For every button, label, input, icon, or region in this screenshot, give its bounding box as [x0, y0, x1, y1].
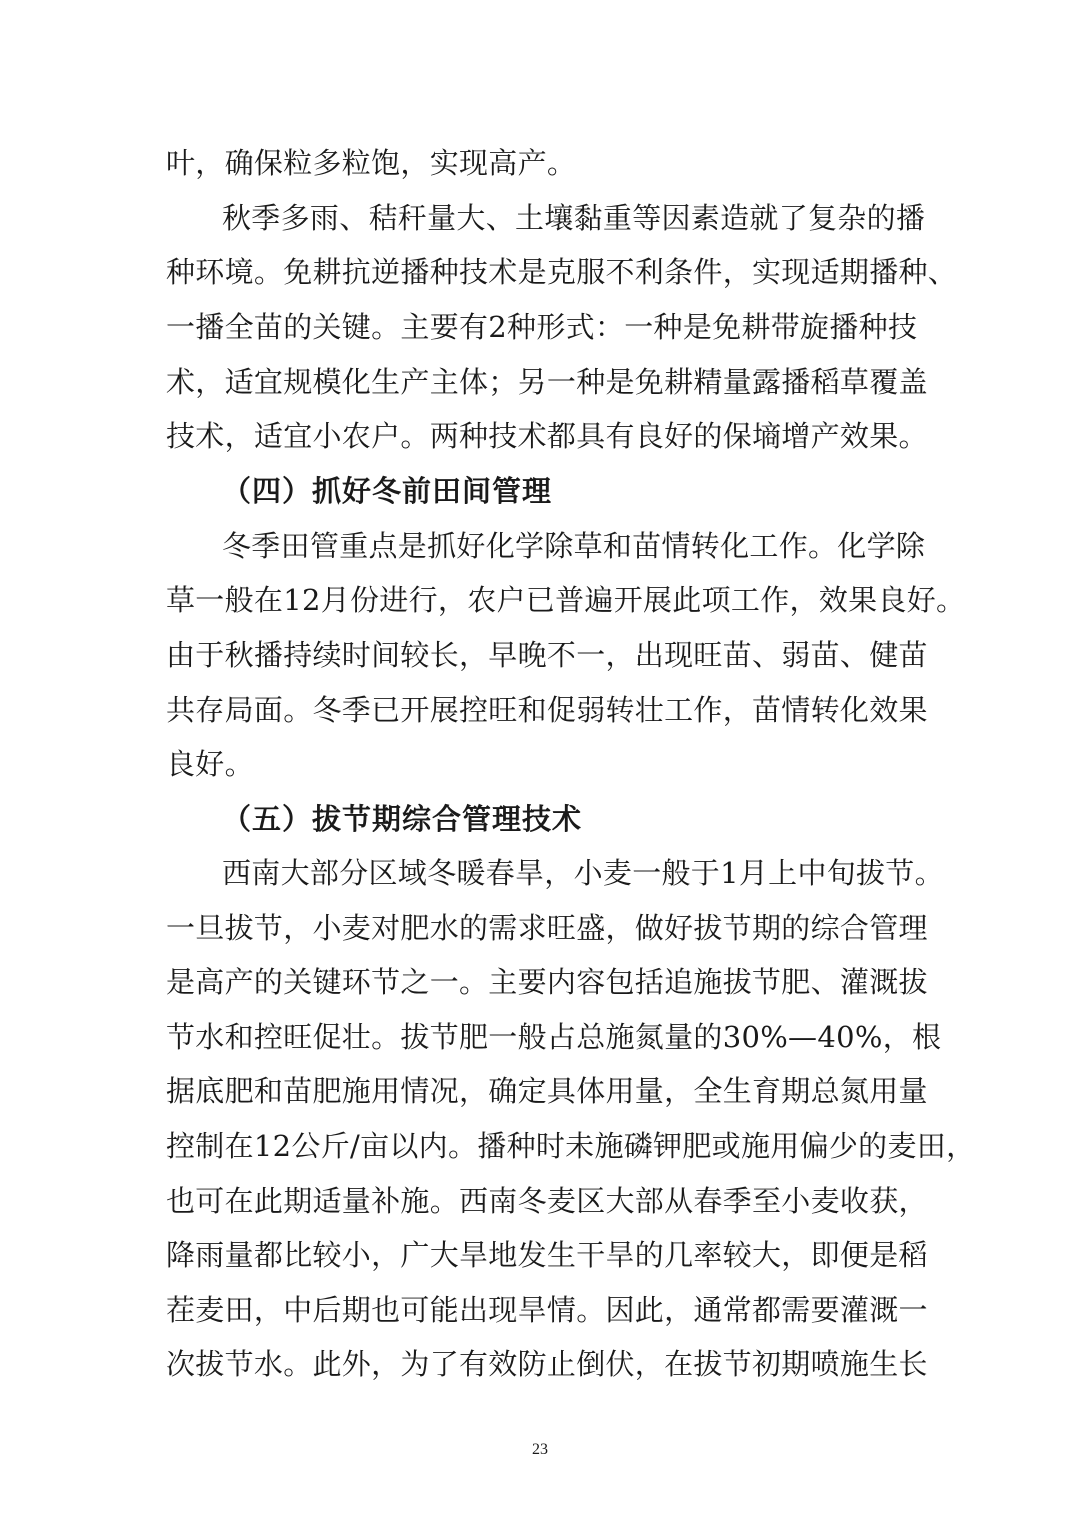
section-heading-5: （五）拔节期综合管理技术 — [222, 802, 583, 836]
section-heading-4: （四）抓好冬前田间管理 — [222, 474, 553, 508]
text-line: 一旦拔节，小麦对肥水的需求旺盛，做好拔节期的综合管理 — [166, 911, 928, 945]
text-line: 一播全苗的关键。主要有2种形式：一种是免耕带旋播种技 — [166, 310, 918, 344]
text-line: 草一般在12月份进行，农户已普遍开展此项工作，效果良好。 — [166, 583, 966, 617]
text-line: 种环境。免耕抗逆播种技术是克服不利条件，实现适期播种、 — [166, 255, 958, 289]
text-line: 共存局面。冬季已开展控旺和促弱转壮工作，苗情转化效果 — [166, 693, 928, 727]
text-line: 良好。 — [166, 747, 254, 781]
text-line: 由于秋播持续时间较长，早晚不一，出现旺苗、弱苗、健苗 — [166, 638, 928, 672]
text-line: 节水和控旺促壮。拔节肥一般占总施氮量的30%—40%，根 — [166, 1020, 942, 1054]
text-line: 是高产的关键环节之一。主要内容包括追施拔节肥、灌溉拔 — [166, 965, 928, 999]
text-line: 也可在此期适量补施。西南冬麦区大部从春季至小麦收获， — [166, 1184, 928, 1218]
text-line: 茬麦田，中后期也可能出现旱情。因此，通常都需要灌溉一 — [166, 1293, 928, 1327]
text-line: 降雨量都比较小，广大旱地发生干旱的几率较大，即便是稻 — [166, 1238, 928, 1272]
text-line: 据底肥和苗肥施用情况，确定具体用量，全生育期总氮用量 — [166, 1074, 928, 1108]
text-line: 叶，确保粒多粒饱，实现高产。 — [166, 146, 577, 180]
text-line: 次拔节水。此外，为了有效防止倒伏，在拔节初期喷施生长 — [166, 1347, 928, 1381]
paragraph-start-line: 秋季多雨、秸秆量大、土壤黏重等因素造就了复杂的播 — [222, 201, 926, 235]
text-line: 控制在12公斤/亩以内。播种时未施磷钾肥或施用偏少的麦田， — [166, 1129, 976, 1163]
paragraph-start-line: 西南大部分区域冬暖春旱，小麦一般于1月上中旬拔节。 — [222, 856, 944, 890]
page-number: 23 — [532, 1441, 548, 1458]
paragraph-start-line: 冬季田管重点是抓好化学除草和苗情转化工作。化学除 — [222, 529, 926, 563]
text-line: 术，适宜规模化生产主体；另一种是免耕精量露播稻草覆盖 — [166, 365, 928, 399]
text-line: 技术，适宜小农户。两种技术都具有良好的保墒增产效果。 — [166, 419, 928, 453]
